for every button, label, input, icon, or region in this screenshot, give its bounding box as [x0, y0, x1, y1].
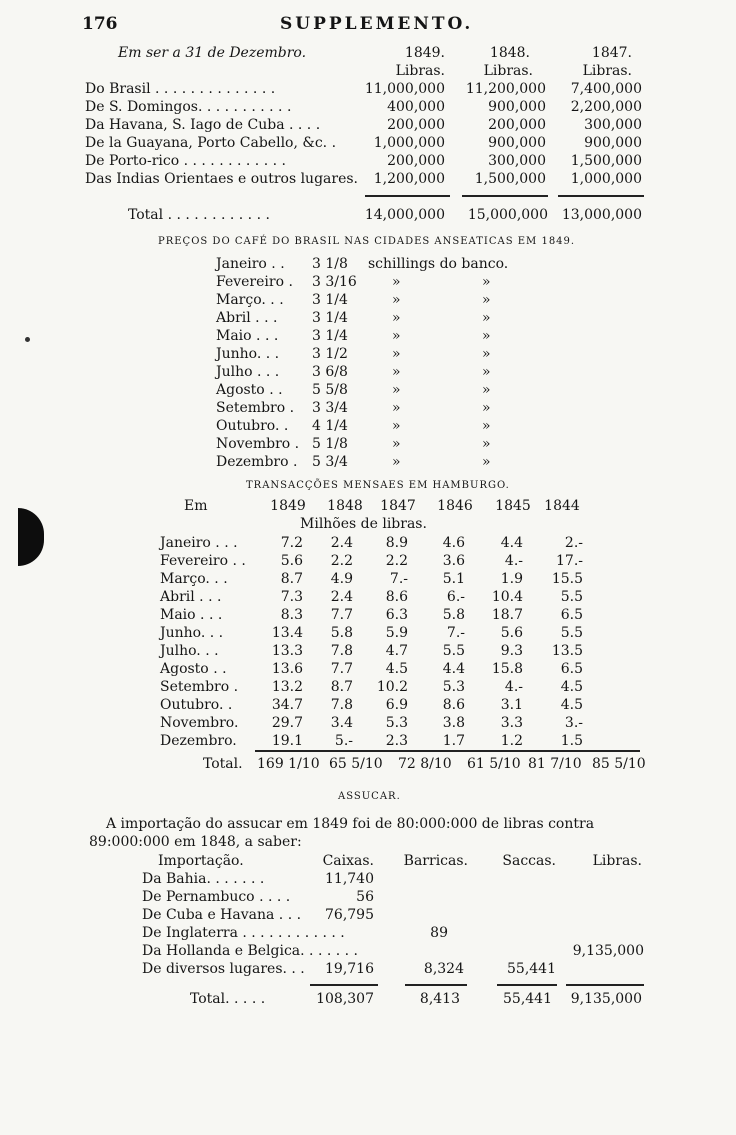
hamburg-cell: 5.-	[334, 733, 353, 749]
stocks-cell: 1,000,000	[570, 171, 642, 187]
hamburg-month: Julho. . .	[160, 643, 219, 659]
sugar-cell: 19,716	[325, 961, 374, 977]
coffee-price: 5 3/4	[312, 454, 348, 470]
coffee-heading: PREÇOS DO CAFÉ DO BRASIL NAS CIDADES ANSEATICAS EM 1849.	[158, 236, 576, 247]
hamburg-total-row	[0, 756, 736, 774]
hamburg-cell: 4.7	[385, 643, 408, 659]
hamburg-cell: 5.6	[280, 553, 303, 569]
hamburg-cell: 6.-	[446, 589, 465, 605]
hamburg-cell: 2.2	[330, 553, 353, 569]
coffee-price: 3 1/8	[312, 256, 348, 272]
ditto-mark: »	[392, 346, 401, 362]
ditto-mark: »	[482, 328, 491, 344]
hamburg-cell: 2.3	[385, 733, 408, 749]
rule	[310, 984, 378, 986]
ditto-mark: »	[482, 274, 491, 290]
hamburg-row	[0, 715, 736, 733]
sugar-row-label: De Pernambuco . . . .	[142, 889, 291, 905]
sugar-intro: A importação do assucar em 1849 foi de 80:000:000 de libras contra	[106, 816, 595, 832]
sugar-row-label: Da Bahia. . . . . . .	[142, 871, 265, 887]
sugar-cell: 55,441	[507, 961, 556, 977]
hamburg-cell: 6.5	[560, 661, 583, 677]
hamburg-total: 72 8/10	[398, 756, 452, 772]
hamburg-month: Dezembro.	[160, 733, 237, 749]
hamburg-cell: 4.9	[330, 571, 353, 587]
coffee-row	[0, 274, 736, 292]
stocks-heading: Em ser a 31 de Dezembro.	[118, 45, 307, 61]
hamburg-cell: 1.5	[560, 733, 583, 749]
hamburg-year: 1844	[544, 498, 580, 514]
stocks-cell: 900,000	[488, 135, 546, 151]
coffee-price: 3 1/4	[312, 328, 348, 344]
sugar-intro-row	[0, 816, 736, 834]
ditto-mark: »	[392, 400, 401, 416]
coffee-row	[0, 256, 736, 274]
coffee-month: Julho . . .	[216, 364, 280, 380]
hamburg-cell: 13.2	[271, 679, 303, 695]
hamburg-month: Agosto . .	[160, 661, 227, 677]
hamburg-cell: 4.5	[560, 697, 583, 713]
coffee-price: 3 6/8	[312, 364, 348, 380]
sugar-total-label: Total. . . . .	[190, 991, 266, 1007]
hamburg-cell: 2.4	[330, 589, 353, 605]
sugar-total: 108,307	[316, 991, 374, 1007]
hamburg-cell: 3.-	[564, 715, 583, 731]
hamburg-month: Abril . . .	[160, 589, 222, 605]
stocks-cell: 200,000	[387, 153, 445, 169]
ditto-mark: »	[482, 346, 491, 362]
ditto-mark: »	[482, 454, 491, 470]
hamburg-cell: 4.5	[385, 661, 408, 677]
hamburg-cell: 7.3	[280, 589, 303, 605]
hamburg-cell: 5.5	[560, 589, 583, 605]
hamburg-row	[0, 535, 736, 553]
hamburg-cell: 4.6	[442, 535, 465, 551]
sugar-heading: ASSUCAR.	[338, 791, 401, 802]
stocks-row-label: Do Brasil . . . . . . . . . . . . . .	[85, 81, 276, 97]
hamburg-row	[0, 607, 736, 625]
hamburg-cell: 3.1	[500, 697, 523, 713]
hamburg-total-label: Total.	[203, 756, 243, 772]
hamburg-row	[0, 589, 736, 607]
hamburg-month: Setembro .	[160, 679, 239, 695]
stocks-total-row	[0, 207, 736, 225]
hamburg-row	[0, 697, 736, 715]
coffee-month: Dezembro .	[216, 454, 298, 470]
hamburg-row	[0, 571, 736, 589]
hamburg-year: 1845	[495, 498, 531, 514]
stocks-cell: 11,200,000	[465, 81, 546, 97]
coffee-unit-note: schillings do banco.	[368, 256, 509, 272]
stocks-cell: 1,000,000	[373, 135, 445, 151]
hamburg-cell: 5.8	[442, 607, 465, 623]
hamburg-cell: 4.4	[500, 535, 523, 551]
ditto-mark: »	[392, 328, 401, 344]
stocks-cell: 200,000	[488, 117, 546, 133]
hamburg-total: 169 1/10	[257, 756, 320, 772]
hamburg-cell: 4.-	[504, 679, 523, 695]
sugar-col-header: Caixas.	[322, 853, 374, 869]
hamburg-cell: 3.6	[442, 553, 465, 569]
hamburg-cell: 5.3	[442, 679, 465, 695]
hamburg-cell: 1.7	[442, 733, 465, 749]
coffee-month: Setembro .	[216, 400, 295, 416]
stocks-row	[0, 99, 736, 117]
stocks-cell: 300,000	[584, 117, 642, 133]
hamburg-cell: 5.1	[442, 571, 465, 587]
stocks-unit: Libras.	[395, 63, 445, 79]
stocks-total: 14,000,000	[364, 207, 445, 223]
stocks-cell: 900,000	[584, 135, 642, 151]
sugar-cell: 8,324	[423, 961, 464, 977]
rule	[497, 984, 557, 986]
hamburg-cell: 7.-	[446, 625, 465, 641]
hamburg-total: 85 5/10	[592, 756, 646, 772]
hamburg-cell: 5.6	[500, 625, 523, 641]
page-number: 176	[82, 14, 118, 34]
hamburg-cell: 17.-	[556, 553, 583, 569]
stocks-total: 15,000,000	[467, 207, 548, 223]
stocks-total: 13,000,000	[561, 207, 642, 223]
stocks-units-row	[0, 63, 736, 81]
hamburg-cell: 5.3	[385, 715, 408, 731]
hamburg-cell: 29.7	[271, 715, 303, 731]
sugar-col-header: Barricas.	[403, 853, 468, 869]
ditto-mark: »	[482, 382, 491, 398]
coffee-month: Março. . .	[216, 292, 284, 308]
coffee-price: 3 1/4	[312, 310, 348, 326]
sugar-col-header: Libras.	[592, 853, 642, 869]
hamburg-total: 61 5/10	[467, 756, 521, 772]
hamburg-cell: 8.7	[330, 679, 353, 695]
stocks-row	[0, 153, 736, 171]
hamburg-year: 1847	[380, 498, 416, 514]
hamburg-cell: 1.2	[500, 733, 523, 749]
hamburg-cell: 7.7	[330, 661, 353, 677]
hamburg-cell: 2.2	[385, 553, 408, 569]
ditto-mark: »	[482, 418, 491, 434]
hamburg-year: 1849	[270, 498, 306, 514]
running-title: SUPPLEMENTO.	[280, 14, 474, 34]
stocks-row-label: De Porto-rico . . . . . . . . . . . .	[85, 153, 286, 169]
hamburg-cell: 4.-	[504, 553, 523, 569]
stocks-heading-row	[0, 45, 736, 63]
rule	[255, 750, 640, 752]
sugar-row-label: De diversos lugares. . .	[142, 961, 305, 977]
hamburg-cell: 7.8	[330, 643, 353, 659]
ditto-mark: »	[482, 292, 491, 308]
coffee-price: 4 1/4	[312, 418, 348, 434]
hamburg-cell: 7.7	[330, 607, 353, 623]
coffee-month: Maio . . .	[216, 328, 279, 344]
stocks-unit: Libras.	[483, 63, 533, 79]
sugar-row	[0, 961, 736, 979]
hamburg-row	[0, 643, 736, 661]
coffee-price: 3 3/4	[312, 400, 348, 416]
coffee-month: Outubro. .	[216, 418, 289, 434]
coffee-price: 3 1/4	[312, 292, 348, 308]
ditto-mark: »	[392, 418, 401, 434]
stocks-cell: 1,500,000	[474, 171, 546, 187]
hamburg-cell: 8.7	[280, 571, 303, 587]
stocks-row	[0, 81, 736, 99]
hamburg-cell: 8.6	[385, 589, 408, 605]
stocks-row-label: Da Havana, S. Iago de Cuba . . . .	[85, 117, 321, 133]
sugar-total: 8,413	[419, 991, 460, 1007]
hamburg-row	[0, 679, 736, 697]
hamburg-cell: 8.6	[442, 697, 465, 713]
sugar-total: 9,135,000	[570, 991, 642, 1007]
hamburg-cell: 6.5	[560, 607, 583, 623]
hamburg-cell: 18.7	[491, 607, 523, 623]
stocks-row	[0, 135, 736, 153]
hamburg-heading-row	[0, 477, 736, 495]
hamburg-cell: 8.3	[280, 607, 303, 623]
coffee-price: 3 3/16	[312, 274, 357, 290]
hamburg-month: Maio . . .	[160, 607, 223, 623]
stocks-row-label: Das Indias Orientaes e outros lugares.	[85, 171, 358, 187]
hamburg-cell: 1.9	[500, 571, 523, 587]
coffee-row	[0, 454, 736, 472]
stocks-cell: 1,200,000	[373, 171, 445, 187]
stocks-cell: 300,000	[488, 153, 546, 169]
ditto-mark: »	[482, 400, 491, 416]
ditto-mark: »	[392, 436, 401, 452]
coffee-month: Janeiro . .	[216, 256, 285, 272]
hamburg-cell: 3.8	[442, 715, 465, 731]
hamburg-row	[0, 661, 736, 679]
hamburg-cell: 19.1	[271, 733, 303, 749]
sugar-intro: 89:000:000 em 1848, a saber:	[89, 834, 302, 850]
coffee-row	[0, 364, 736, 382]
hamburg-month: Outubro. .	[160, 697, 233, 713]
coffee-month: Abril . . .	[216, 310, 278, 326]
hamburg-month: Janeiro . . .	[160, 535, 238, 551]
sugar-row	[0, 925, 736, 943]
hamburg-em: Em	[184, 498, 208, 514]
stocks-cell: 200,000	[387, 117, 445, 133]
coffee-heading-row	[0, 233, 736, 251]
stocks-row	[0, 117, 736, 135]
coffee-price: 3 1/2	[312, 346, 348, 362]
hamburg-month: Novembro.	[160, 715, 239, 731]
sugar-row-label: Da Hollanda e Belgica. . . . . . .	[142, 943, 359, 959]
sugar-col-header: Importação.	[158, 853, 244, 869]
stocks-year-1849: 1849.	[404, 45, 445, 61]
stocks-cell: 1,500,000	[570, 153, 642, 169]
sugar-row	[0, 889, 736, 907]
sugar-cell: 11,740	[325, 871, 374, 887]
ditto-mark: »	[482, 436, 491, 452]
hamburg-cell: 7.8	[330, 697, 353, 713]
sugar-cell: 76,795	[325, 907, 374, 923]
coffee-row	[0, 418, 736, 436]
ditto-mark: »	[392, 382, 401, 398]
stocks-cell: 2,200,000	[570, 99, 642, 115]
coffee-row	[0, 436, 736, 454]
stocks-row	[0, 171, 736, 189]
hamburg-total: 65 5/10	[329, 756, 383, 772]
hamburg-cell: 6.3	[385, 607, 408, 623]
hamburg-cell: 10.2	[376, 679, 408, 695]
ditto-mark: »	[392, 364, 401, 380]
hamburg-cell: 5.9	[385, 625, 408, 641]
hamburg-years-row	[0, 498, 736, 516]
hamburg-month: Fevereiro . .	[160, 553, 246, 569]
coffee-price: 5 1/8	[312, 436, 348, 452]
sugar-intro-row	[0, 834, 736, 852]
stocks-cell: 11,000,000	[364, 81, 445, 97]
ditto-mark: »	[392, 274, 401, 290]
hamburg-month: Março. . .	[160, 571, 228, 587]
page-header	[0, 14, 736, 38]
coffee-row	[0, 292, 736, 310]
hamburg-cell: 2.-	[564, 535, 583, 551]
hamburg-cell: 3.4	[330, 715, 353, 731]
coffee-price: 5 5/8	[312, 382, 348, 398]
rule	[405, 984, 467, 986]
hamburg-row	[0, 733, 736, 751]
hamburg-row	[0, 625, 736, 643]
coffee-month: Junho. . .	[216, 346, 280, 362]
coffee-row	[0, 382, 736, 400]
hamburg-cell: 4.4	[442, 661, 465, 677]
hamburg-cell: 8.9	[385, 535, 408, 551]
ditto-mark: »	[392, 454, 401, 470]
coffee-row	[0, 400, 736, 418]
rule	[365, 195, 450, 197]
hamburg-cell: 7.2	[280, 535, 303, 551]
hamburg-cell: 10.4	[491, 589, 523, 605]
sugar-row	[0, 871, 736, 889]
stocks-year-1847: 1847.	[591, 45, 632, 61]
sugar-heading-row	[0, 788, 736, 806]
hamburg-heading: TRANSACÇÕES MENSAES EM HAMBURGO.	[246, 480, 510, 491]
hamburg-month: Junho. . .	[160, 625, 224, 641]
stocks-unit: Libras.	[582, 63, 632, 79]
hamburg-cell: 5.5	[442, 643, 465, 659]
sugar-header-row	[0, 853, 736, 871]
hamburg-cell: 2.4	[330, 535, 353, 551]
sugar-cell: 56	[356, 889, 374, 905]
hamburg-cell: 3.3	[500, 715, 523, 731]
sugar-cell: 89	[430, 925, 448, 941]
coffee-row	[0, 346, 736, 364]
hamburg-cell: 7.-	[389, 571, 408, 587]
ditto-mark: »	[392, 292, 401, 308]
rule	[462, 195, 548, 197]
sugar-col-header: Saccas.	[502, 853, 556, 869]
stocks-cell: 900,000	[488, 99, 546, 115]
hamburg-cell: 5.5	[560, 625, 583, 641]
hamburg-cell: 15.8	[491, 661, 523, 677]
hamburg-unit: Milhões de libras.	[300, 516, 427, 532]
hamburg-cell: 9.3	[500, 643, 523, 659]
sugar-cell: 9,135,000	[572, 943, 644, 959]
hamburg-cell: 4.5	[560, 679, 583, 695]
hamburg-cell: 13.6	[271, 661, 303, 677]
hamburg-cell: 13.5	[551, 643, 583, 659]
rule	[566, 984, 644, 986]
stocks-row-label: De la Guayana, Porto Cabello, &c. .	[85, 135, 337, 151]
sugar-row	[0, 907, 736, 925]
hamburg-cell: 15.5	[551, 571, 583, 587]
ditto-mark: »	[392, 310, 401, 326]
hamburg-cell: 13.4	[271, 625, 303, 641]
hamburg-cell: 6.9	[385, 697, 408, 713]
rule	[558, 195, 644, 197]
hamburg-unit-row	[0, 516, 736, 534]
ditto-mark: »	[482, 310, 491, 326]
coffee-row	[0, 328, 736, 346]
sugar-row-label: De Cuba e Havana . . .	[142, 907, 302, 923]
hamburg-total: 81 7/10	[528, 756, 582, 772]
ditto-mark: »	[482, 364, 491, 380]
stocks-total-label: Total . . . . . . . . . . . .	[128, 207, 270, 223]
coffee-month: Novembro .	[216, 436, 300, 452]
stocks-cell: 7,400,000	[570, 81, 642, 97]
sugar-total: 55,441	[503, 991, 552, 1007]
coffee-row	[0, 310, 736, 328]
hamburg-cell: 13.3	[271, 643, 303, 659]
hamburg-cell: 5.8	[330, 625, 353, 641]
hamburg-row	[0, 553, 736, 571]
sugar-total-row	[0, 991, 736, 1009]
sugar-row-label: De Inglaterra . . . . . . . . . . . .	[142, 925, 345, 941]
hamburg-year: 1848	[327, 498, 363, 514]
stocks-year-1848: 1848.	[489, 45, 530, 61]
coffee-month: Fevereiro .	[216, 274, 293, 290]
sugar-row	[0, 943, 736, 961]
stocks-cell: 400,000	[387, 99, 445, 115]
coffee-month: Agosto . .	[216, 382, 283, 398]
stocks-row-label: De S. Domingos. . . . . . . . . . .	[85, 99, 292, 115]
hamburg-cell: 34.7	[271, 697, 303, 713]
hamburg-year: 1846	[437, 498, 473, 514]
